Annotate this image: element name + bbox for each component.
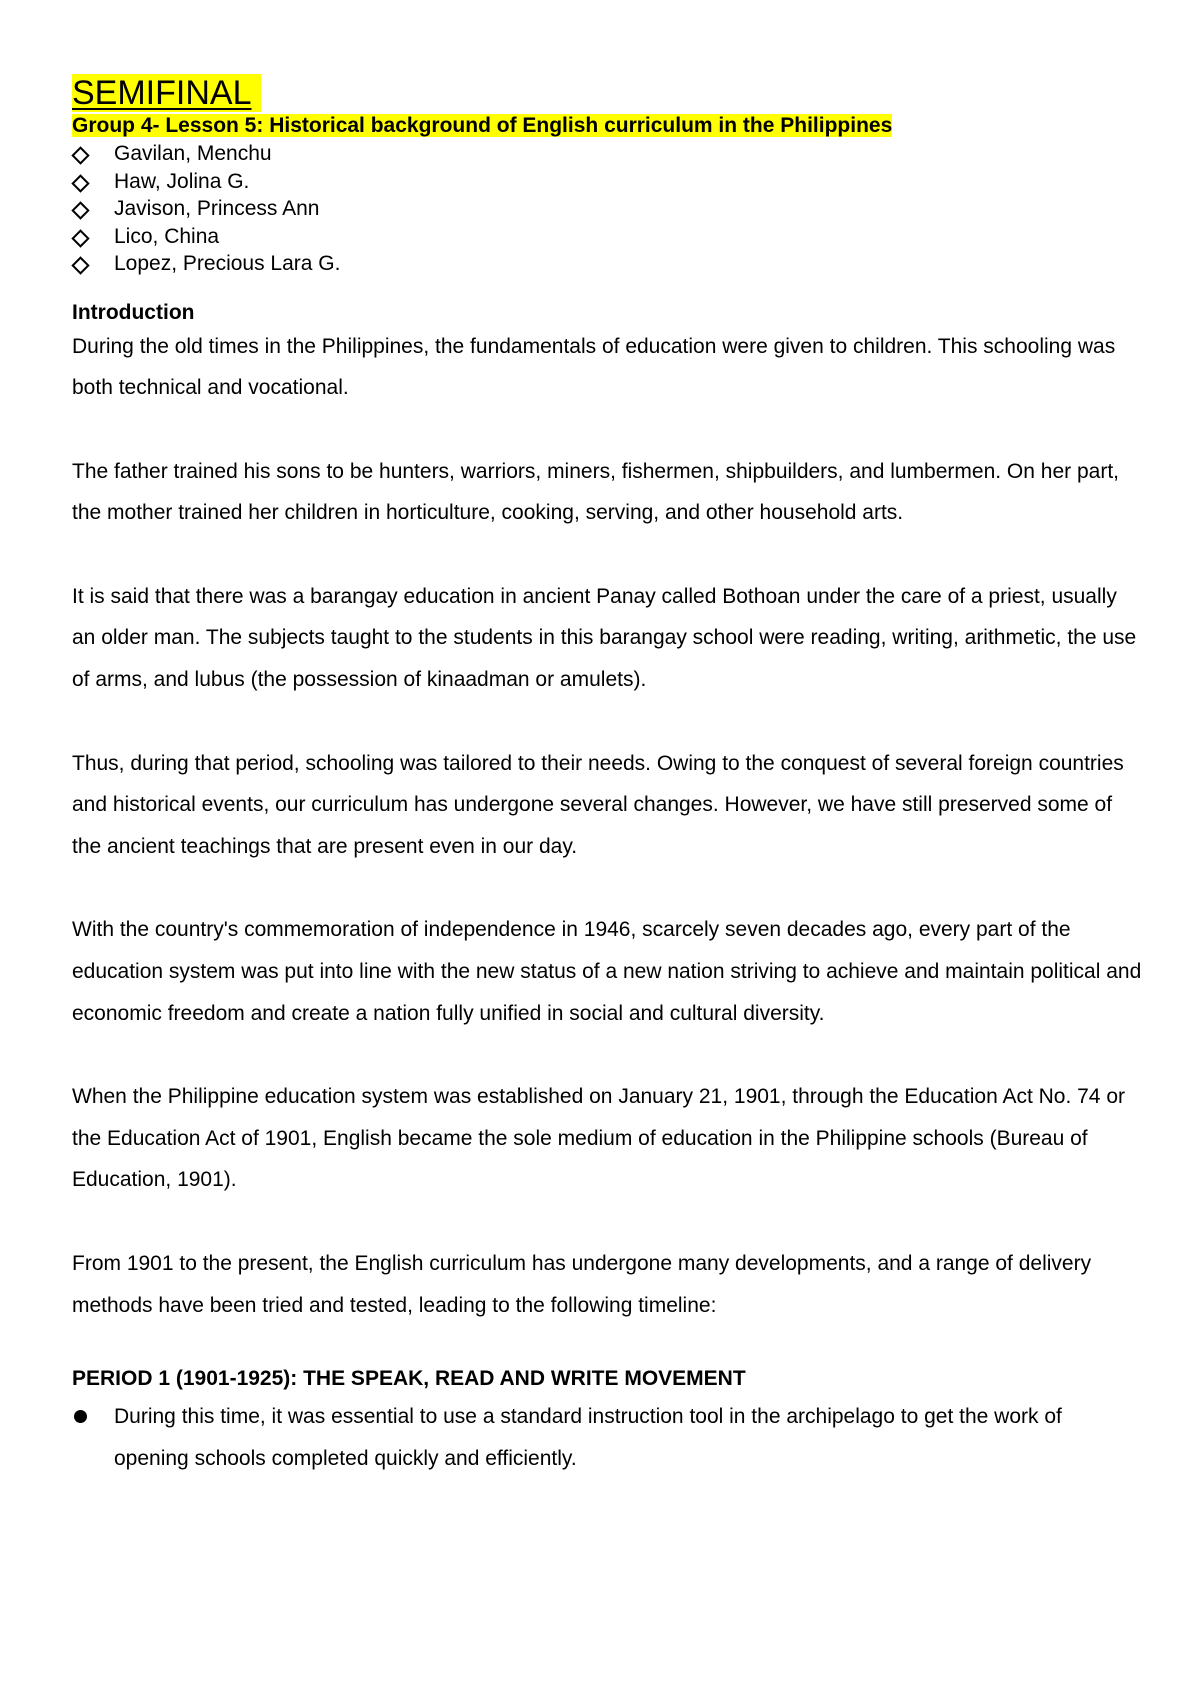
diamond-bullet-icon xyxy=(71,229,89,247)
intro-paragraph-6: When the Philippine education system was established on January 21, 1901, through the Education Act No. 74 or the Education Act of 1901, English became the sole medium of education in the Philippine schools (Bureau of Education, 1901). xyxy=(72,1085,1125,1192)
intro-paragraph-1: During the old times in the Philippines, the fundamentals of education were given to children. This schooling was both technical and vocational. xyxy=(72,334,1116,400)
intro-paragraph-7: From 1901 to the present, the English curriculum has undergone many developments, and a range of delivery methods have been tried and tested, leading to the following timeline: xyxy=(72,1252,1092,1317)
diamond-bullet-icon xyxy=(71,201,89,219)
diamond-bullet-icon xyxy=(71,146,89,164)
intro-paragraph-3: It is said that there was a barangay education in ancient Panay called Bothoan under the care of a priest, usually an older man. The subjects taught to the students in this barangay school were reading, writing, arithmetic, the use of arms, and lubus (the possession of kinaadman or amulets). xyxy=(72,584,1137,692)
introduction-heading: Introduction xyxy=(72,300,195,324)
member-name: Lopez, Precious Lara G. xyxy=(114,252,341,275)
bullet-text: During this time, it was essential to use a standard instruction tool in the archipelago to get the work of opening schools completed quickly and efficiently. xyxy=(114,1405,1062,1470)
member-item xyxy=(72,195,1142,223)
document-subtitle xyxy=(72,113,1142,139)
intro-paragraph-5: With the country's commemoration of independence in 1946, scarcely seven decades ago, every part of the education system was put into line with the new status of a new nation striving to achieve and maintain political and economic freedom and create a nation fully unified in social and cultural diversity. xyxy=(72,918,1142,1025)
member-name: Javison, Princess Ann xyxy=(114,197,320,220)
subtitle-text: Group 4- Lesson 5: Historical background of English curriculum in the Philippines xyxy=(72,114,893,137)
document-title: SEMIFINAL xyxy=(72,74,261,112)
member-item xyxy=(72,168,1142,196)
intro-paragraph-2: The father trained his sons to be hunters, warriors, miners, fishermen, shipbuilders, and lumbermen. On her part, the mother trained her children in horticulture, cooking, serving, and other household arts. xyxy=(72,459,1119,525)
diamond-bullet-icon xyxy=(71,174,89,192)
document-page xyxy=(72,74,1142,1479)
member-name: Gavilan, Menchu xyxy=(114,142,272,165)
member-item xyxy=(72,250,1142,278)
member-item xyxy=(72,140,1142,168)
member-list xyxy=(72,140,1142,278)
diamond-bullet-icon xyxy=(71,256,89,274)
period-1-bullet-list xyxy=(72,1396,1142,1479)
member-item xyxy=(72,223,1142,251)
period-1-heading: PERIOD 1 (1901-1925): THE SPEAK, READ AND WRITE MOVEMENT xyxy=(72,1367,746,1391)
round-bullet-icon xyxy=(74,1410,87,1423)
member-name: Lico, China xyxy=(114,224,220,248)
intro-paragraph-4: Thus, during that period, schooling was tailored to their needs. Owing to the conquest of several foreign countries and historical events, our curriculum has undergone several changes. However, we have still preserved some of the ancient teachings that are present even in our day. xyxy=(72,751,1124,858)
period-1-bullet-item xyxy=(72,1396,1142,1479)
member-name: Haw, Jolina G. xyxy=(114,169,250,193)
